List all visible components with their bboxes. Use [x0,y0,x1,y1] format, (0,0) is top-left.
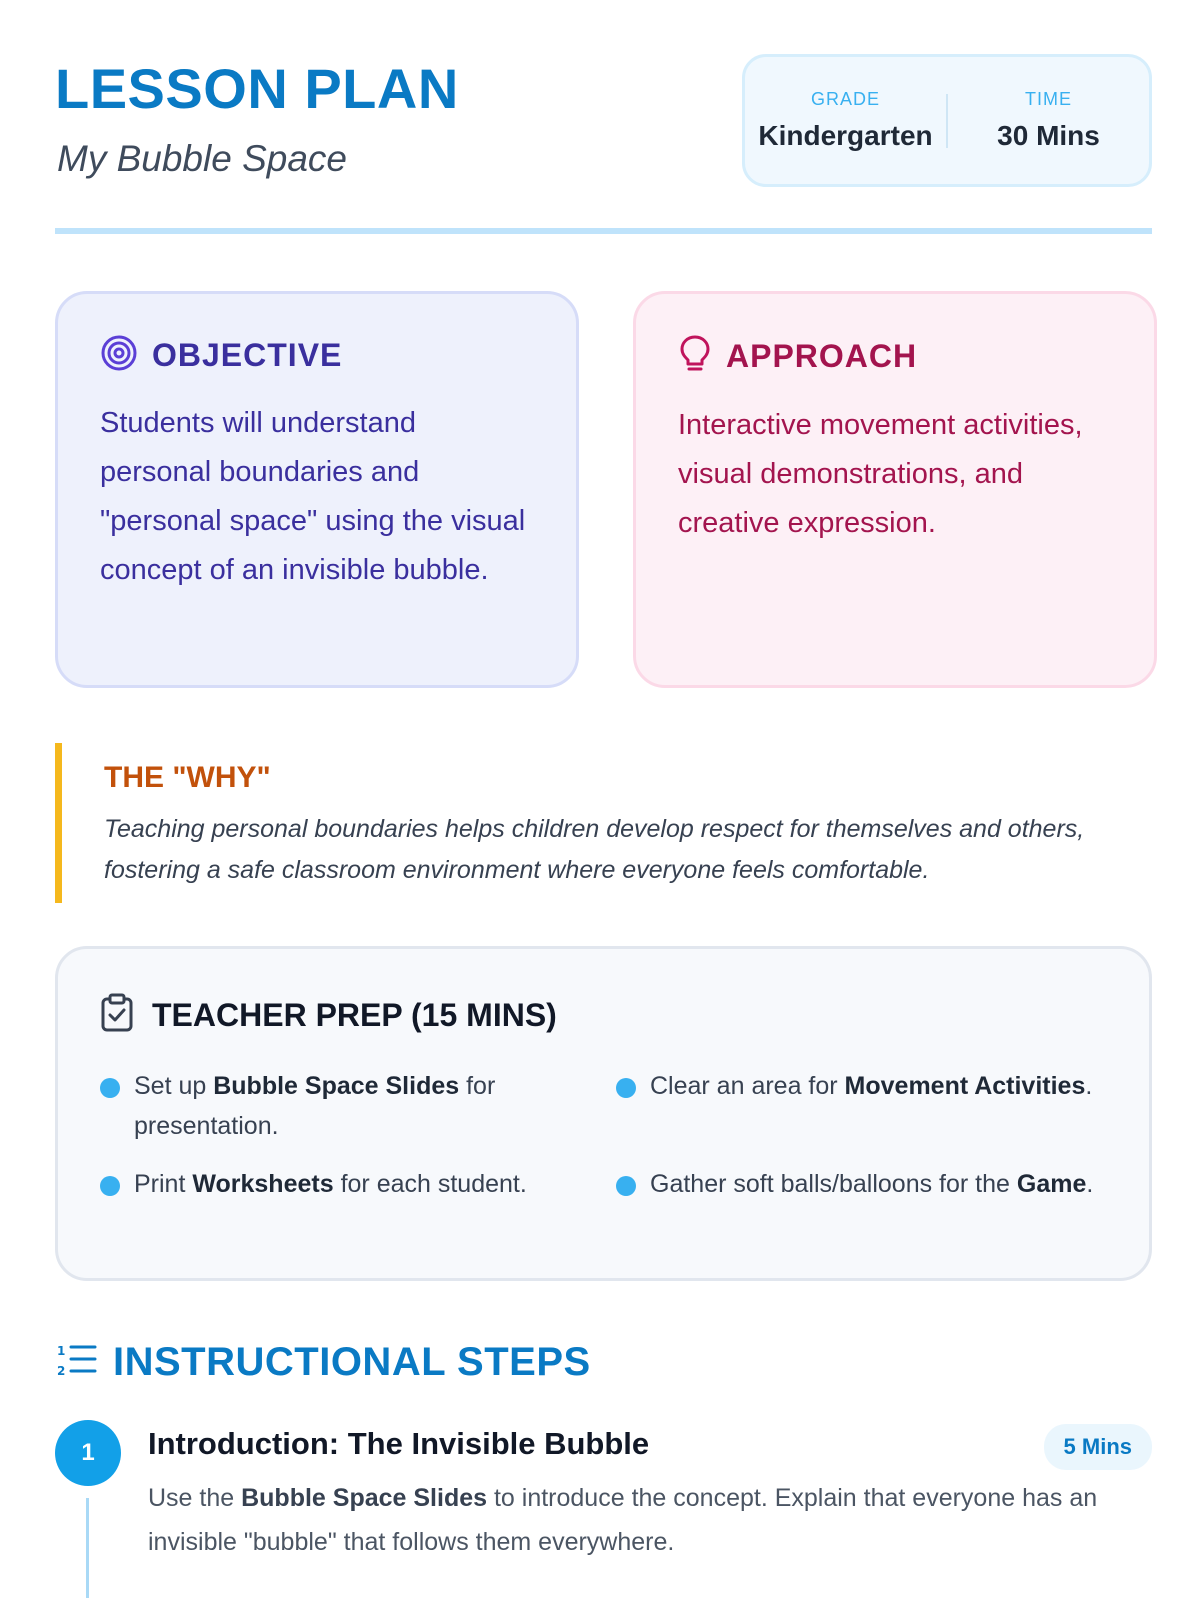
time-label: TIME [1025,89,1072,109]
teacher-prep-card [55,946,1152,1281]
why-text: Teaching personal boundaries helps children develop respect for themselves and others, fostering a safe classroom environment where everyone feels comfortable. [104,815,1085,884]
bullet-dot [100,1078,120,1098]
step-description: Use the Bubble Space Slides to introduce the concept. Explain that everyone has an invisible "bubble" that follows them everywhere. [148,1484,1098,1556]
step-duration-badge: 5 Mins [1044,1424,1152,1470]
target-icon [100,334,138,377]
prep-item-text: Gather soft balls/balloons for the Game. [650,1170,1094,1198]
svg-text:1: 1 [57,1344,66,1358]
bullet-dot [616,1078,636,1098]
grade-label: GRADE [810,89,880,109]
prep-item-text: Set up Bubble Space Slides for presentation. [134,1072,496,1140]
step-connector-line [86,1498,89,1598]
approach-card [633,291,1157,688]
objective-heading: OBJECTIVE [152,337,343,373]
prep-item-text: Print Worksheets for each student. [134,1170,527,1198]
why-heading: THE "WHY" [104,761,271,794]
approach-text: Interactive movement activities, visual demonstrations, and creative expression. [678,409,1083,539]
objective-text: Students will understand personal boundaries and "personal space" using the visual concept of an invisible bubble. [100,407,526,586]
time-value: 30 Mins [997,120,1100,151]
prep-item [616,1066,1096,1106]
svg-text:2: 2 [57,1364,66,1378]
bullet-dot [100,1176,120,1196]
prep-item [100,1164,580,1204]
clipboard-check-icon [100,993,134,1038]
prep-item [100,1066,540,1146]
grade-value: Kindergarten [758,120,933,151]
prep-item-text: Clear an area for Movement Activities. [650,1072,1093,1100]
step-item [55,1420,1152,1600]
time-cell [948,89,1149,152]
lightbulb-icon [678,334,712,379]
prep-header [100,993,1107,1038]
page-title: LESSON PLAN [55,57,459,120]
meta-card [742,54,1152,187]
step-title: Introduction: The Invisible Bubble [148,1426,650,1461]
why-callout [55,743,1152,903]
objective-card [55,291,579,688]
lesson-header [55,52,1152,234]
objective-header [100,334,534,377]
prep-heading: TEACHER PREP (15 MINS) [152,997,557,1033]
steps-header [57,1340,591,1385]
prep-item [616,1164,1096,1204]
steps-heading: INSTRUCTIONAL STEPS [113,1340,591,1384]
approach-header [678,334,1112,379]
bullet-dot [616,1176,636,1196]
grade-cell [745,89,946,152]
lesson-subtitle: My Bubble Space [57,138,348,179]
approach-heading: APPROACH [726,338,918,374]
prep-list [100,1066,1107,1266]
numbered-list-icon [57,1341,97,1384]
step-number-badge: 1 [55,1420,121,1486]
